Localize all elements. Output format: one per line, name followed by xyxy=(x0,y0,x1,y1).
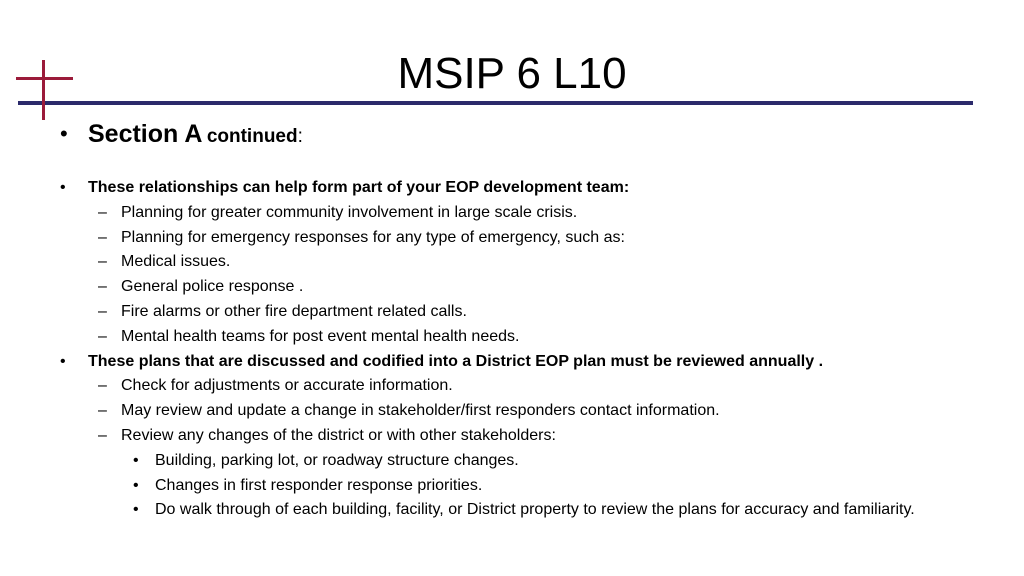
title-underline xyxy=(18,101,973,105)
section-colon: : xyxy=(297,126,303,147)
list-item xyxy=(56,201,976,226)
bullet-text: These plans that are discussed and codified into a District EOP plan must be reviewed annually . xyxy=(88,352,824,370)
dash-icon: – xyxy=(98,426,107,444)
list-item xyxy=(56,449,976,474)
dash-icon: – xyxy=(98,302,107,320)
bullet-icon: • xyxy=(60,121,68,146)
item-text: General police response . xyxy=(121,278,304,296)
dash-icon: – xyxy=(98,203,107,221)
bullet-text: These relationships can help form part of your EOP development team: xyxy=(88,179,630,196)
dash-icon: – xyxy=(98,253,107,271)
cross-mark-vertical xyxy=(42,60,45,120)
list-item xyxy=(56,474,976,499)
dash-icon: – xyxy=(98,327,107,345)
slide-content xyxy=(56,114,976,523)
item-text: Do walk through of each building, facility, or District property to review the plans for accuracy and familiarity. xyxy=(155,501,915,519)
dash-icon: – xyxy=(98,228,107,246)
section-main-label: Section A xyxy=(88,120,203,148)
item-text: Planning for greater community involvement in large scale crisis. xyxy=(121,203,578,221)
dash-icon: – xyxy=(98,278,107,296)
list-item xyxy=(56,424,976,449)
dash-icon: – xyxy=(98,377,107,395)
item-text: Check for adjustments or accurate information. xyxy=(121,377,453,395)
bullet-icon: • xyxy=(133,451,139,469)
dash-icon: – xyxy=(98,402,107,420)
list-item xyxy=(56,275,976,300)
item-text: Changes in first responder response priorities. xyxy=(155,476,483,494)
slide-title: MSIP 6 L10 xyxy=(397,49,627,98)
item-text: Mental health teams for post event mental health needs. xyxy=(121,327,520,345)
list-item xyxy=(56,325,976,350)
bullet-icon: • xyxy=(60,179,66,196)
item-text: Building, parking lot, or roadway structure changes. xyxy=(155,451,519,469)
bullet-icon: • xyxy=(133,501,139,519)
item-text: Fire alarms or other fire department related calls. xyxy=(121,302,467,320)
list-item xyxy=(56,374,976,399)
section-heading xyxy=(56,114,976,154)
bullet-icon: • xyxy=(133,476,139,494)
bullet-icon: • xyxy=(60,352,66,370)
item-text: Review any changes of the district or with other stakeholders: xyxy=(121,426,556,444)
list-item xyxy=(56,300,976,325)
item-text: Medical issues. xyxy=(121,253,231,271)
section-sub-label: continued xyxy=(206,126,298,147)
item-text: May review and update a change in stakeholder/first responders contact information. xyxy=(121,402,720,420)
list-item xyxy=(56,176,976,201)
list-item xyxy=(56,226,976,251)
list-item xyxy=(56,498,985,523)
list-item xyxy=(56,250,976,275)
spacer xyxy=(56,154,976,176)
item-text: Planning for emergency responses for any type of emergency, such as: xyxy=(121,228,625,246)
list-item xyxy=(56,350,976,375)
list-item xyxy=(56,399,976,424)
